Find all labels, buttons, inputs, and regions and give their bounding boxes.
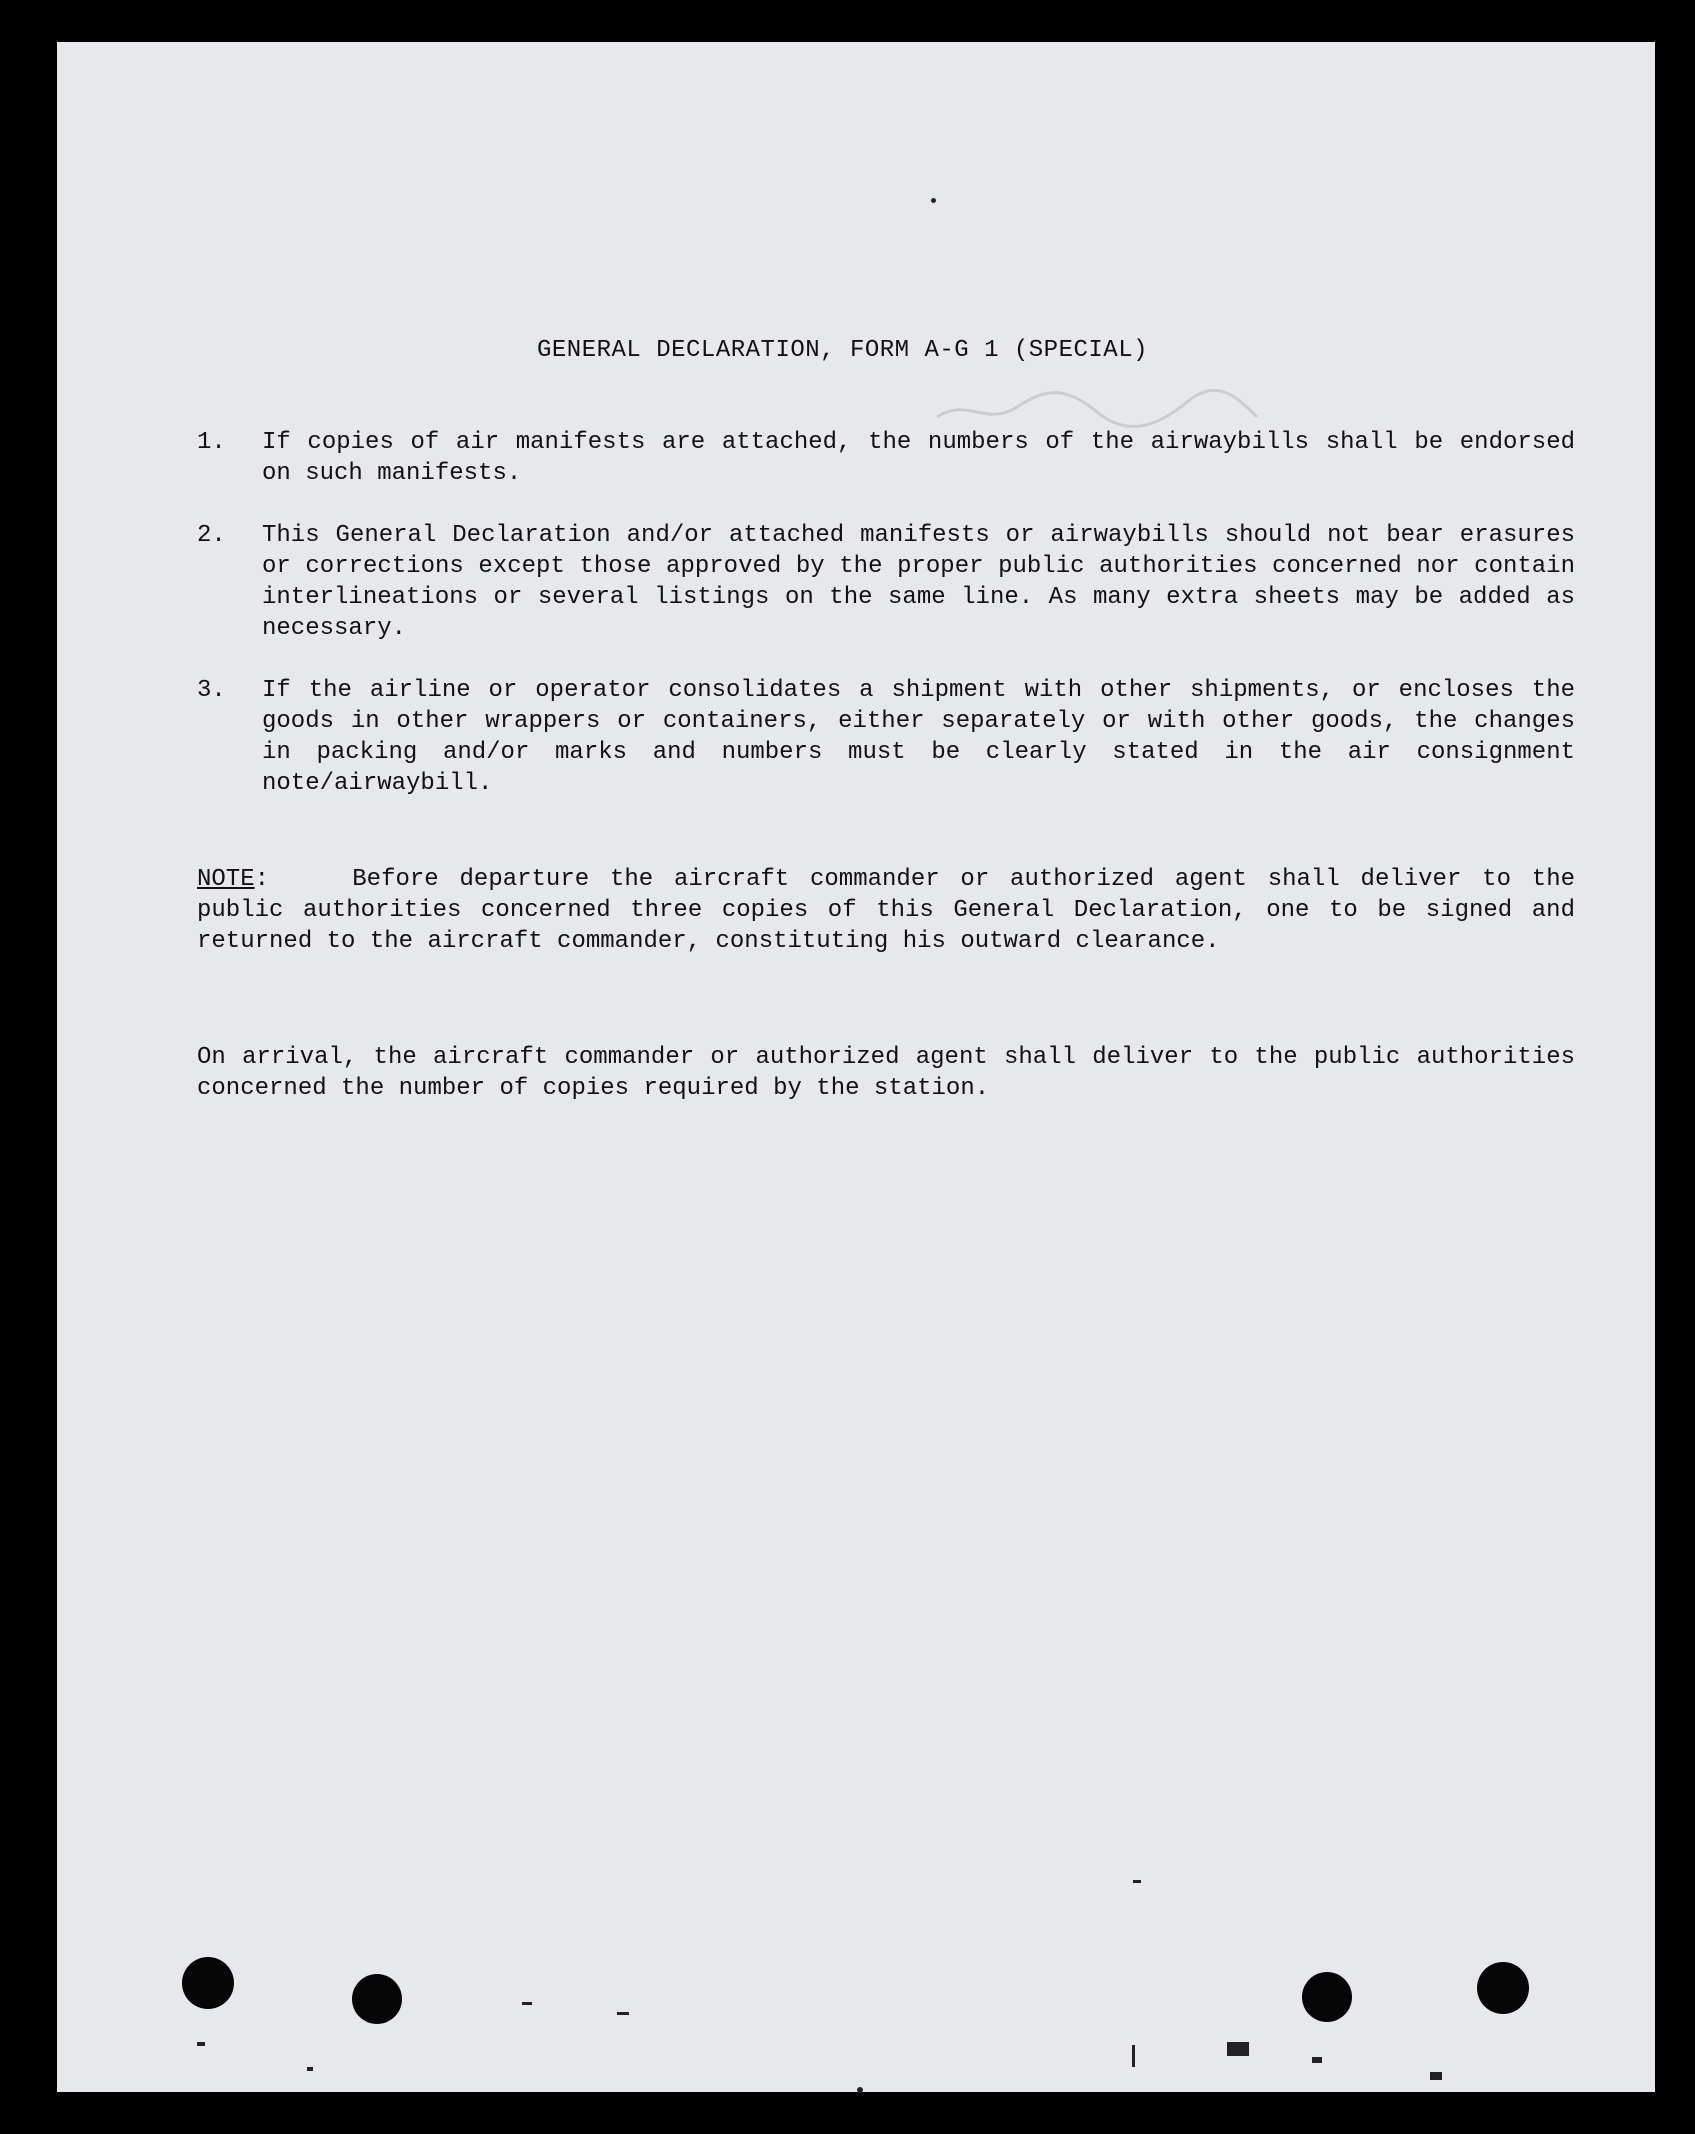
note-paragraph: NOTE: Before departure the aircraft commander or authorized agent shall deliver to the public authorities concerned three copies of this General Declaration, one to be signed and returned to the aircraft commander, constituting his outward clearance. [197, 866, 1576, 955]
instruction-item-1 [197, 427, 1575, 489]
item-text: If copies of air manifests are attached, the numbers of the airwaybills shall be endorsed on such manifests. [262, 429, 1575, 487]
document-page [57, 42, 1655, 2092]
item-number: 2. [197, 522, 226, 549]
punch-hole [352, 1974, 402, 2024]
note-label: NOTE [197, 866, 255, 893]
form-title: GENERAL DECLARATION, FORM A-G 1 (SPECIAL) [537, 337, 1148, 364]
note-text: Before departure the aircraft commander or authorized agent shall deliver to the public authorities concerned three copies of this General Declaration, one to be signed and returned to the aircraft commander, constituting his outward clearance. [197, 866, 1576, 955]
instruction-item-2 [197, 520, 1575, 644]
instruction-item-3 [197, 675, 1575, 799]
item-text: This General Declaration and/or attached manifests or airwaybills should not bear erasures or corrections except those approved by the proper public authorities concerned nor contain interlineations or several listings on the same line. As many extra sheets may be added as necessary. [262, 522, 1575, 642]
arrival-paragraph: On arrival, the aircraft commander or authorized agent shall deliver to the public authorities concerned the number of copies required by the station. [197, 1044, 1575, 1102]
scan-speck [1132, 2045, 1135, 2067]
punch-hole [182, 1957, 234, 2009]
scan-speck [857, 2087, 863, 2093]
punch-hole [1302, 1972, 1352, 2022]
item-number: 1. [197, 429, 226, 456]
scan-speck [307, 2067, 313, 2071]
scan-speck [617, 2012, 629, 2015]
scan-speck [1133, 1880, 1141, 1883]
scan-speck [1430, 2072, 1442, 2080]
item-text: If the airline or operator consolidates a shipment with other shipments, or encloses the goods in other wrappers or containers, either separately or with other goods, the changes in packing and/or marks and numbers must be clearly stated in the air consignment note/airwaybill. [262, 677, 1575, 797]
scan-speck [1227, 2042, 1249, 2056]
item-number: 3. [197, 677, 226, 704]
scan-speck [1312, 2057, 1322, 2063]
scan-speck [522, 2002, 532, 2005]
scan-speck [197, 2042, 205, 2046]
punch-hole [1477, 1962, 1529, 2014]
scan-speck [931, 198, 936, 203]
